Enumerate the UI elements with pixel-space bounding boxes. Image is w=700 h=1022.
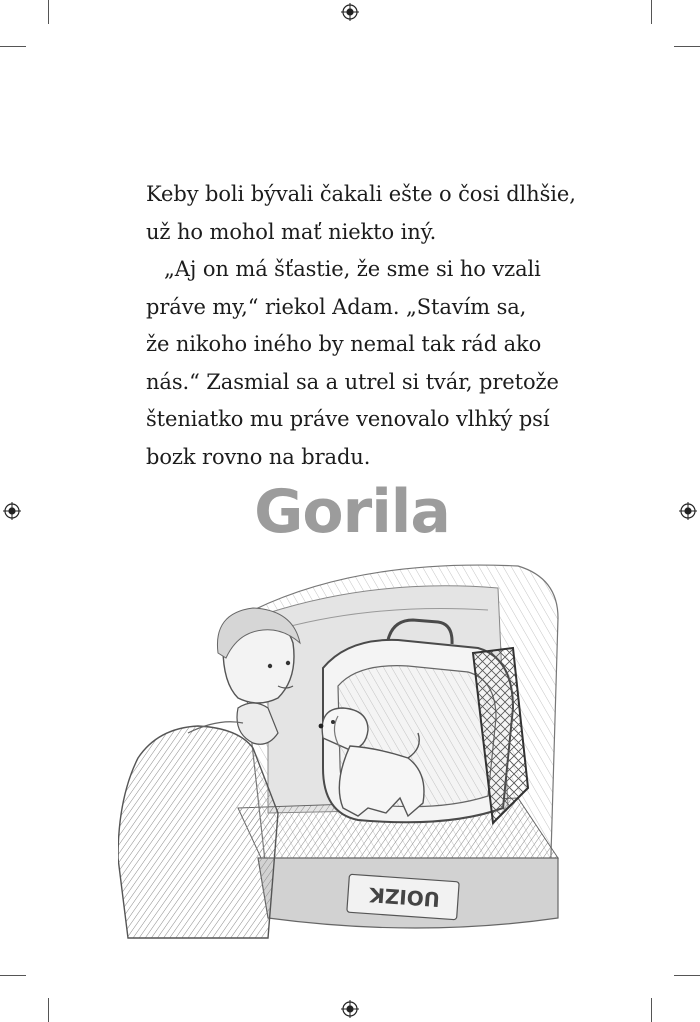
text-line: že nikoho iného by nemal tak rád ako: [146, 332, 542, 356]
paragraph-1: [146, 176, 576, 251]
crop-mark-left-top: [0, 46, 26, 47]
text-line: šteniatko mu práve venovalo vlhký psí: [146, 407, 550, 431]
gorila-watermark: Gorila: [254, 477, 450, 547]
paragraph-2: [146, 251, 566, 476]
text-line: už ho mohol mať niekto iný.: [146, 219, 437, 244]
registration-mark-bottom-icon: [341, 1000, 359, 1018]
text-line: nás.“ Zasmial sa a utrel si tvár, pretože: [146, 369, 559, 394]
crop-mark-bottom-right: [651, 998, 652, 1022]
license-plate-text: UOIZK: [368, 882, 441, 912]
story-text: [146, 176, 576, 476]
crop-mark-bottom-left: [48, 998, 49, 1022]
registration-mark-top-icon: [341, 3, 359, 21]
crop-mark-right-top: [674, 46, 700, 47]
text-line: práve my,“ riekol Adam. „Stavím sa,: [146, 294, 527, 319]
registration-mark-left-icon: [3, 502, 21, 520]
boy-and-puppy-illustration: [118, 558, 566, 944]
crop-mark-left-bottom: [0, 975, 26, 976]
crop-mark-top-left: [48, 0, 49, 24]
text-line: „Aj on má šťastie, že sme si ho vzali: [164, 257, 541, 281]
crop-mark-top-right: [651, 0, 652, 24]
text-line: Keby boli bývali čakali ešte o čosi dlhšie,: [146, 182, 576, 206]
crop-mark-right-bottom: [674, 975, 700, 976]
registration-mark-right-icon: [679, 502, 697, 520]
text-line: bozk rovno na bradu.: [146, 444, 371, 469]
